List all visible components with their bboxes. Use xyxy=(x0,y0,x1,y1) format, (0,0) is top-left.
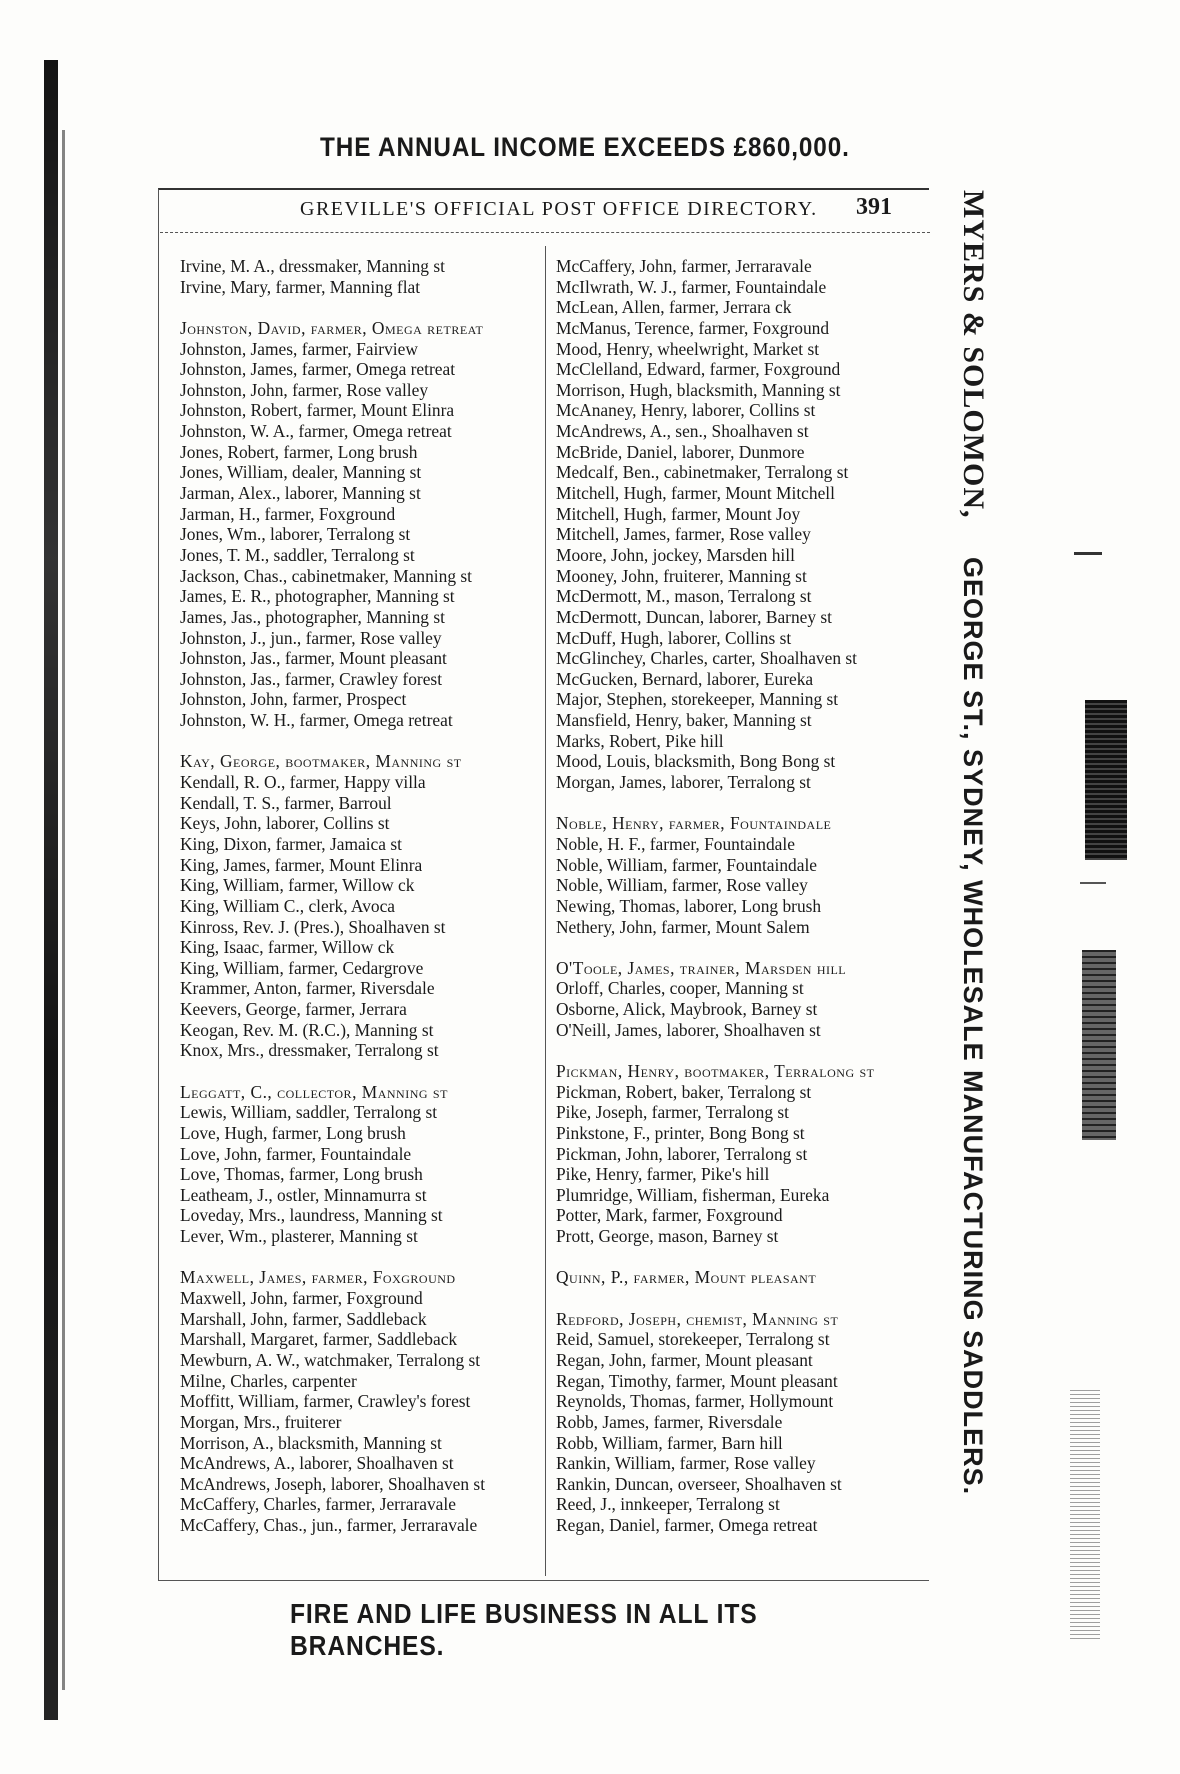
section-first-entry: Maxwell, James, farmer, Foxground xyxy=(180,1267,456,1288)
directory-entry: McClelland, Edward, farmer, Foxground xyxy=(556,359,841,380)
directory-entry: Robb, William, farmer, Barn hill xyxy=(556,1432,783,1453)
directory-entry: Reid, Samuel, storekeeper, Terralong st xyxy=(556,1329,830,1350)
side-advert-name: MYERS & SOLOMON, xyxy=(957,190,990,519)
directory-entry: Mewburn, A. W., watchmaker, Terralong st xyxy=(180,1349,481,1370)
directory-entry: Jarman, H., farmer, Foxground xyxy=(180,503,396,524)
directory-entry: McBride, Daniel, laborer, Dunmore xyxy=(556,441,805,462)
directory-entry: Noble, William, farmer, Fountaindale xyxy=(556,854,818,875)
directory-entry: Morrison, A., blacksmith, Manning st xyxy=(180,1432,442,1453)
section-gap xyxy=(180,297,540,318)
directory-entry: Nethery, John, farmer, Mount Salem xyxy=(556,916,810,937)
section-first-entry: Quinn, P., farmer, Mount pleasant xyxy=(556,1267,817,1288)
directory-entry: McCaffery, Charles, farmer, Jerraravale xyxy=(180,1494,456,1515)
directory-entry: Regan, John, farmer, Mount pleasant xyxy=(556,1349,813,1370)
directory-entry: Mitchell, Hugh, farmer, Mount Joy xyxy=(556,503,801,524)
directory-entry: Robb, James, farmer, Riversdale xyxy=(556,1411,783,1432)
scan-mark xyxy=(1080,882,1106,884)
directory-entry: Jackson, Chas., cabinetmaker, Manning st xyxy=(180,565,472,586)
directory-entry: McDermott, M., mason, Terralong st xyxy=(556,586,812,607)
directory-entry: McManus, Terence, farmer, Foxground xyxy=(556,317,830,338)
directory-entry: Morgan, Mrs., fruiterer xyxy=(180,1411,342,1432)
directory-entry: Jarman, Alex., laborer, Manning st xyxy=(180,483,421,504)
directory-entry: Rankin, Duncan, overseer, Shoalhaven st xyxy=(556,1473,842,1494)
directory-entry: Morgan, James, laborer, Terralong st xyxy=(556,772,811,793)
directory-entry: Moffitt, William, farmer, Crawley's forest xyxy=(180,1391,471,1412)
directory-entry: Pinkstone, F., printer, Bong Bong st xyxy=(556,1122,805,1143)
section-gap xyxy=(180,1061,540,1082)
directory-entry: Mood, Louis, blacksmith, Bong Bong st xyxy=(556,751,836,772)
directory-entry: King, Isaac, farmer, Willow ck xyxy=(180,937,395,958)
directory-entry: Pike, Henry, farmer, Pike's hill xyxy=(556,1164,770,1185)
directory-entry: McCaffery, John, farmer, Jerraravale xyxy=(556,256,812,276)
section-first-entry: Pickman, Henry, bootmaker, Terralong st xyxy=(556,1060,875,1081)
section-first-entry: Leggatt, C., collector, Manning st xyxy=(180,1081,448,1102)
directory-entry: Marks, Robert, Pike hill xyxy=(556,730,724,751)
directory-entry: McCaffery, Chas., jun., farmer, Jerraravale xyxy=(180,1515,478,1536)
directory-entry: Maxwell, John, farmer, Foxground xyxy=(180,1288,423,1309)
directory-entry: Mooney, John, fruiterer, Manning st xyxy=(556,565,807,586)
directory-entry: Loveday, Mrs., laundress, Manning st xyxy=(180,1205,443,1226)
section-first-entry: Kay, George, bootmaker, Manning st xyxy=(180,751,462,772)
directory-entry: Lewis, William, saddler, Terralong st xyxy=(180,1102,438,1123)
section-first-entry: O'Toole, James, trainer, Marsden hill xyxy=(556,957,847,978)
directory-entry: Johnston, James, farmer, Omega retreat xyxy=(180,359,456,380)
directory-entry: Johnston, W. H., farmer, Omega retreat xyxy=(180,710,453,731)
header-rule xyxy=(160,232,930,233)
directory-entry: Jones, Robert, farmer, Long brush xyxy=(180,441,418,462)
directory-entry: King, James, farmer, Mount Elinra xyxy=(180,854,423,875)
directory-entry: Jones, T. M., saddler, Terralong st xyxy=(180,544,415,565)
section-gap xyxy=(556,937,926,958)
section-gap xyxy=(180,1247,540,1268)
column-divider xyxy=(545,246,546,1576)
directory-entry: James, E. R., photographer, Manning st xyxy=(180,586,455,607)
directory-entry: Morrison, Hugh, blacksmith, Manning st xyxy=(556,379,841,400)
directory-entry: Johnston, James, farmer, Fairview xyxy=(180,338,418,359)
directory-entry: Johnston, John, farmer, Prospect xyxy=(180,689,407,710)
directory-entry: Keys, John, laborer, Collins st xyxy=(180,813,390,834)
directory-entry: Mitchell, James, farmer, Rose valley xyxy=(556,524,811,545)
section-gap xyxy=(556,793,926,814)
directory-entry: McAndrews, Joseph, laborer, Shoalhaven st xyxy=(180,1473,486,1494)
directory-entry: Love, Thomas, farmer, Long brush xyxy=(180,1164,423,1185)
binding-spine xyxy=(44,60,58,1720)
directory-entry: Reed, J., innkeeper, Terralong st xyxy=(556,1494,780,1515)
directory-entry: Mansfield, Henry, baker, Manning st xyxy=(556,710,812,731)
directory-entry: Potter, Mark, farmer, Foxground xyxy=(556,1205,783,1226)
directory-entry: Krammer, Anton, farmer, Riversdale xyxy=(180,978,435,999)
directory-entry: King, Dixon, farmer, Jamaica st xyxy=(180,833,402,854)
directory-entry: Johnston, Jas., farmer, Mount pleasant xyxy=(180,648,447,669)
directory-entry: McDuff, Hugh, laborer, Collins st xyxy=(556,627,792,648)
section-gap xyxy=(180,731,540,752)
directory-entry: Regan, Timothy, farmer, Mount pleasant xyxy=(556,1370,838,1391)
directory-entry: Keogan, Rev. M. (R.C.), Manning st xyxy=(180,1019,434,1040)
directory-entry: Orloff, Charles, cooper, Manning st xyxy=(556,978,804,999)
directory-entry: Keevers, George, farmer, Jerrara xyxy=(180,999,407,1020)
scan-mark xyxy=(1085,700,1127,860)
directory-entry: Love, Hugh, farmer, Long brush xyxy=(180,1122,406,1143)
directory-entry: Johnston, J., jun., farmer, Rose valley xyxy=(180,627,442,648)
side-advertisement xyxy=(956,190,990,1590)
section-first-entry: Noble, Henry, farmer, Fountaindale xyxy=(556,813,832,834)
directory-entry: McAndrews, A., laborer, Shoalhaven st xyxy=(180,1453,454,1474)
directory-entry: Reynolds, Thomas, farmer, Hollymount xyxy=(556,1391,834,1412)
directory-entry: Kendall, T. S., farmer, Barroul xyxy=(180,792,392,813)
directory-entry: Johnston, John, farmer, Rose valley xyxy=(180,379,429,400)
directory-entry: Medcalf, Ben., cabinetmaker, Terralong st xyxy=(556,462,849,483)
top-banner: THE ANNUAL INCOME EXCEEDS £860,000. xyxy=(320,132,850,162)
directory-entry: King, William C., clerk, Avoca xyxy=(180,895,396,916)
directory-entry: King, William, farmer, Willow ck xyxy=(180,875,415,896)
section-gap xyxy=(556,1247,926,1268)
directory-entry: Marshall, John, farmer, Saddleback xyxy=(180,1308,427,1329)
directory-entry: Prott, George, mason, Barney st xyxy=(556,1226,779,1247)
directory-entry: Mitchell, Hugh, farmer, Mount Mitchell xyxy=(556,483,835,504)
directory-entry: Rankin, William, farmer, Rose valley xyxy=(556,1453,816,1474)
directory-entry: Johnston, Jas., farmer, Crawley forest xyxy=(180,668,443,689)
directory-entry: Pickman, Robert, baker, Terralong st xyxy=(556,1081,812,1102)
directory-entry: Mood, Henry, wheelwright, Market st xyxy=(556,338,820,359)
directory-entry: McIlwrath, W. J., farmer, Fountaindale xyxy=(556,276,827,297)
scan-mark xyxy=(1074,552,1102,555)
directory-entry: McGlinchey, Charles, carter, Shoalhaven st xyxy=(556,648,857,669)
directory-entry: Kinross, Rev. J. (Pres.), Shoalhaven st xyxy=(180,916,446,937)
directory-entry: Plumridge, William, fisherman, Eureka xyxy=(556,1184,830,1205)
scan-mark xyxy=(1070,1390,1100,1640)
side-advert-address: GEORGE ST., SYDNEY, WHOLESALE MANUFACTURING SADDLERS. xyxy=(958,557,988,1496)
directory-entry: McAndrews, A., sen., Shoalhaven st xyxy=(556,421,809,442)
directory-entry: McGucken, Bernard, laborer, Eureka xyxy=(556,668,814,689)
directory-entry: O'Neill, James, laborer, Shoalhaven st xyxy=(556,1019,821,1040)
directory-entry: Moore, John, jockey, Marsden hill xyxy=(556,544,795,565)
left-column xyxy=(180,256,540,1536)
section-gap xyxy=(556,1040,926,1061)
directory-entry: Johnston, W. A., farmer, Omega retreat xyxy=(180,421,452,442)
directory-entry: Newing, Thomas, laborer, Long brush xyxy=(556,895,822,916)
directory-entry: McAnaney, Henry, laborer, Collins st xyxy=(556,400,816,421)
directory-entry: Milne, Charles, carpenter xyxy=(180,1370,357,1391)
directory-entry: Johnston, Robert, farmer, Mount Elinra xyxy=(180,400,455,421)
directory-entry: Noble, William, farmer, Rose valley xyxy=(556,875,808,896)
binding-edge xyxy=(62,130,65,1690)
directory-entry: Jones, William, dealer, Manning st xyxy=(180,462,422,483)
right-column xyxy=(556,256,926,1536)
directory-entry: McDermott, Duncan, laborer, Barney st xyxy=(556,606,833,627)
directory-entry: King, William, farmer, Cedargrove xyxy=(180,957,424,978)
directory-entry: Jones, Wm., laborer, Terralong st xyxy=(180,524,411,545)
directory-entry: Noble, H. F., farmer, Fountaindale xyxy=(556,833,795,854)
directory-entry: Pike, Joseph, farmer, Terralong st xyxy=(556,1102,789,1123)
page-number: 391 xyxy=(856,194,892,220)
directory-entry: James, Jas., photographer, Manning st xyxy=(180,606,445,627)
directory-entry: Kendall, R. O., farmer, Happy villa xyxy=(180,772,426,793)
directory-entry: Knox, Mrs., dressmaker, Terralong st xyxy=(180,1040,439,1061)
directory-entry: Pickman, John, laborer, Terralong st xyxy=(556,1143,808,1164)
directory-entry: Regan, Daniel, farmer, Omega retreat xyxy=(556,1515,818,1536)
directory-entry: Love, John, farmer, Fountaindale xyxy=(180,1143,412,1164)
directory-entry: Irvine, M. A., dressmaker, Manning st xyxy=(180,256,445,276)
section-first-entry: Redford, Joseph, chemist, Manning st xyxy=(556,1308,839,1329)
scan-mark xyxy=(1082,950,1116,1140)
directory-entry: Marshall, Margaret, farmer, Saddleback xyxy=(180,1329,458,1350)
section-gap xyxy=(556,1288,926,1309)
directory-entry: Major, Stephen, storekeeper, Manning st xyxy=(556,689,839,710)
directory-entry: Lever, Wm., plasterer, Manning st xyxy=(180,1226,418,1247)
bottom-banner: FIRE AND LIFE BUSINESS IN ALL ITS BRANCHES. xyxy=(290,1598,758,1661)
directory-title: GREVILLE'S OFFICIAL POST OFFICE DIRECTORY. xyxy=(300,198,818,220)
directory-entry: McLean, Allen, farmer, Jerrara ck xyxy=(556,297,792,318)
directory-entry: Irvine, Mary, farmer, Manning flat xyxy=(180,276,421,297)
directory-entry: Leatheam, J., ostler, Minnamurra st xyxy=(180,1184,427,1205)
directory-entry: Osborne, Alick, Maybrook, Barney st xyxy=(556,999,818,1020)
section-first-entry: Johnston, David, farmer, Omega retreat xyxy=(180,317,484,338)
